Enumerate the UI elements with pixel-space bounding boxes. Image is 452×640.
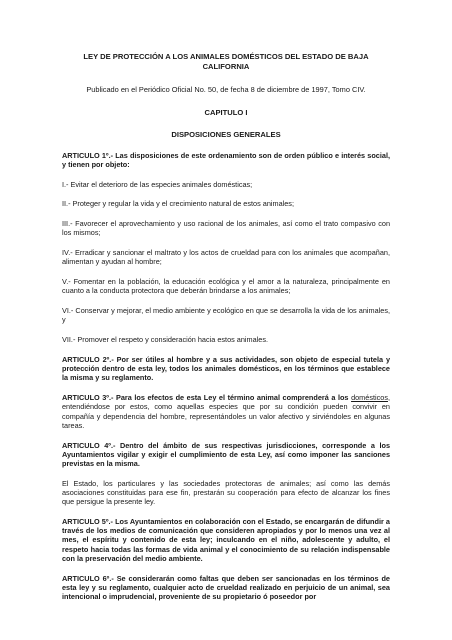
article-6: ARTICULO 6º.- Se considerarán como faltas que deben ser sancionadas en los términos de esta ley y su reglamento, cualquier acto de crueldad realizado en perjuicio de un animal, sea intencional o imprudencial, proveniente de su propietario ó poseedor por (62, 573, 390, 601)
publication-note: Publicado en el Periódico Oficial No. 50, de fecha 8 de diciembre de 1997, Tomo CIV. (86, 85, 366, 94)
article-3 (62, 393, 390, 430)
article-5: ARTICULO 5º.- Los Ayuntamientos en colaboración con el Estado, se encargarán de difundir a través de los medios de comunicación que consideren apropiados y por lo menos una vez al mes, el espíritu y contenido de esta ley; inculcando en el niño, adolescente y adulto, el respeto hacia todas las formas de vida animal y el conocimiento de su relación indispensable con la preservación del medio ambiente. (62, 516, 390, 563)
article-4: ARTICULO 4º.- Dentro del ámbito de sus respectivas jurisdicciones, corresponde a los Ayuntamientos vigilar y exigir el cumplimiento de esta Ley, así como imponer las sanciones previstas en la misma. (62, 440, 390, 468)
article-1-item-v: V.- Fomentar en la población, la educación ecológica y el amor a la naturaleza, principalmente en cuanto a la conducta protectora que deberán brindarse a los animales; (62, 277, 390, 296)
article-1-item-vi: VI.- Conservar y mejorar, el medio ambiente y ecológico en que se desarrolla la vida de los animales, y (62, 306, 390, 325)
article-1-item-ii: II.- Proteger y regular la vida y el crecimiento natural de estos animales; (62, 199, 294, 209)
article-3-underlined-term: domésticos (351, 393, 388, 403)
chapter-heading: CAPITULO I (204, 107, 248, 117)
article-1-item-i: I.- Evitar el deterioro de las especies animales domésticas; (62, 179, 253, 189)
section-heading: DISPOSICIONES GENERALES (171, 130, 281, 139)
article-4-paragraph-2: El Estado, los particulares y las sociedades protectoras de animales; así como las demás asociaciones constituidas para ese fin, prestarán su cooperación para efecto de alcanzar los fines que persigue la presente ley. (62, 478, 390, 507)
article-1-lead: ARTICULO 1º.- Las disposiciones de este ordenamiento son de orden público e interés social, y tienen por objeto: (62, 150, 390, 169)
article-1-item-iv: IV.- Erradicar y sancionar el maltrato y los actos de crueldad para con los animales que acompañan, alimentan y ayudan al hombre; (62, 248, 390, 267)
article-3-rest: , entendiéndose por estos, como aquellas especies que por su condición pueden convivir en compañía y dependencia del hombre, representándoles un valor afectivo y sirviéndoles en algunas tareas. (62, 393, 390, 430)
article-1-item-vii: VII.- Promover el respeto y consideración hacia estos animales. (62, 335, 269, 345)
article-2: ARTICULO 2º.- Por ser útiles al hombre y a sus actividades, son objeto de especial tutela y protección dentro de esta ley, todos los animales domésticos, en los términos que establece la misma y su reglamento. (62, 354, 390, 383)
document-title: LEY DE PROTECCIÓN A LOS ANIMALES DOMÉSTICOS DEL ESTADO DE BAJA CALIFORNIA (83, 52, 369, 71)
article-3-lead: ARTICULO 3º.- Para los efectos de esta Ley el término animal comprenderá a los (62, 393, 349, 403)
article-1-item-iii: III.- Favorecer el aprovechamiento y uso racional de los animales, así como el trato compasivo con los mismos; (62, 219, 390, 238)
